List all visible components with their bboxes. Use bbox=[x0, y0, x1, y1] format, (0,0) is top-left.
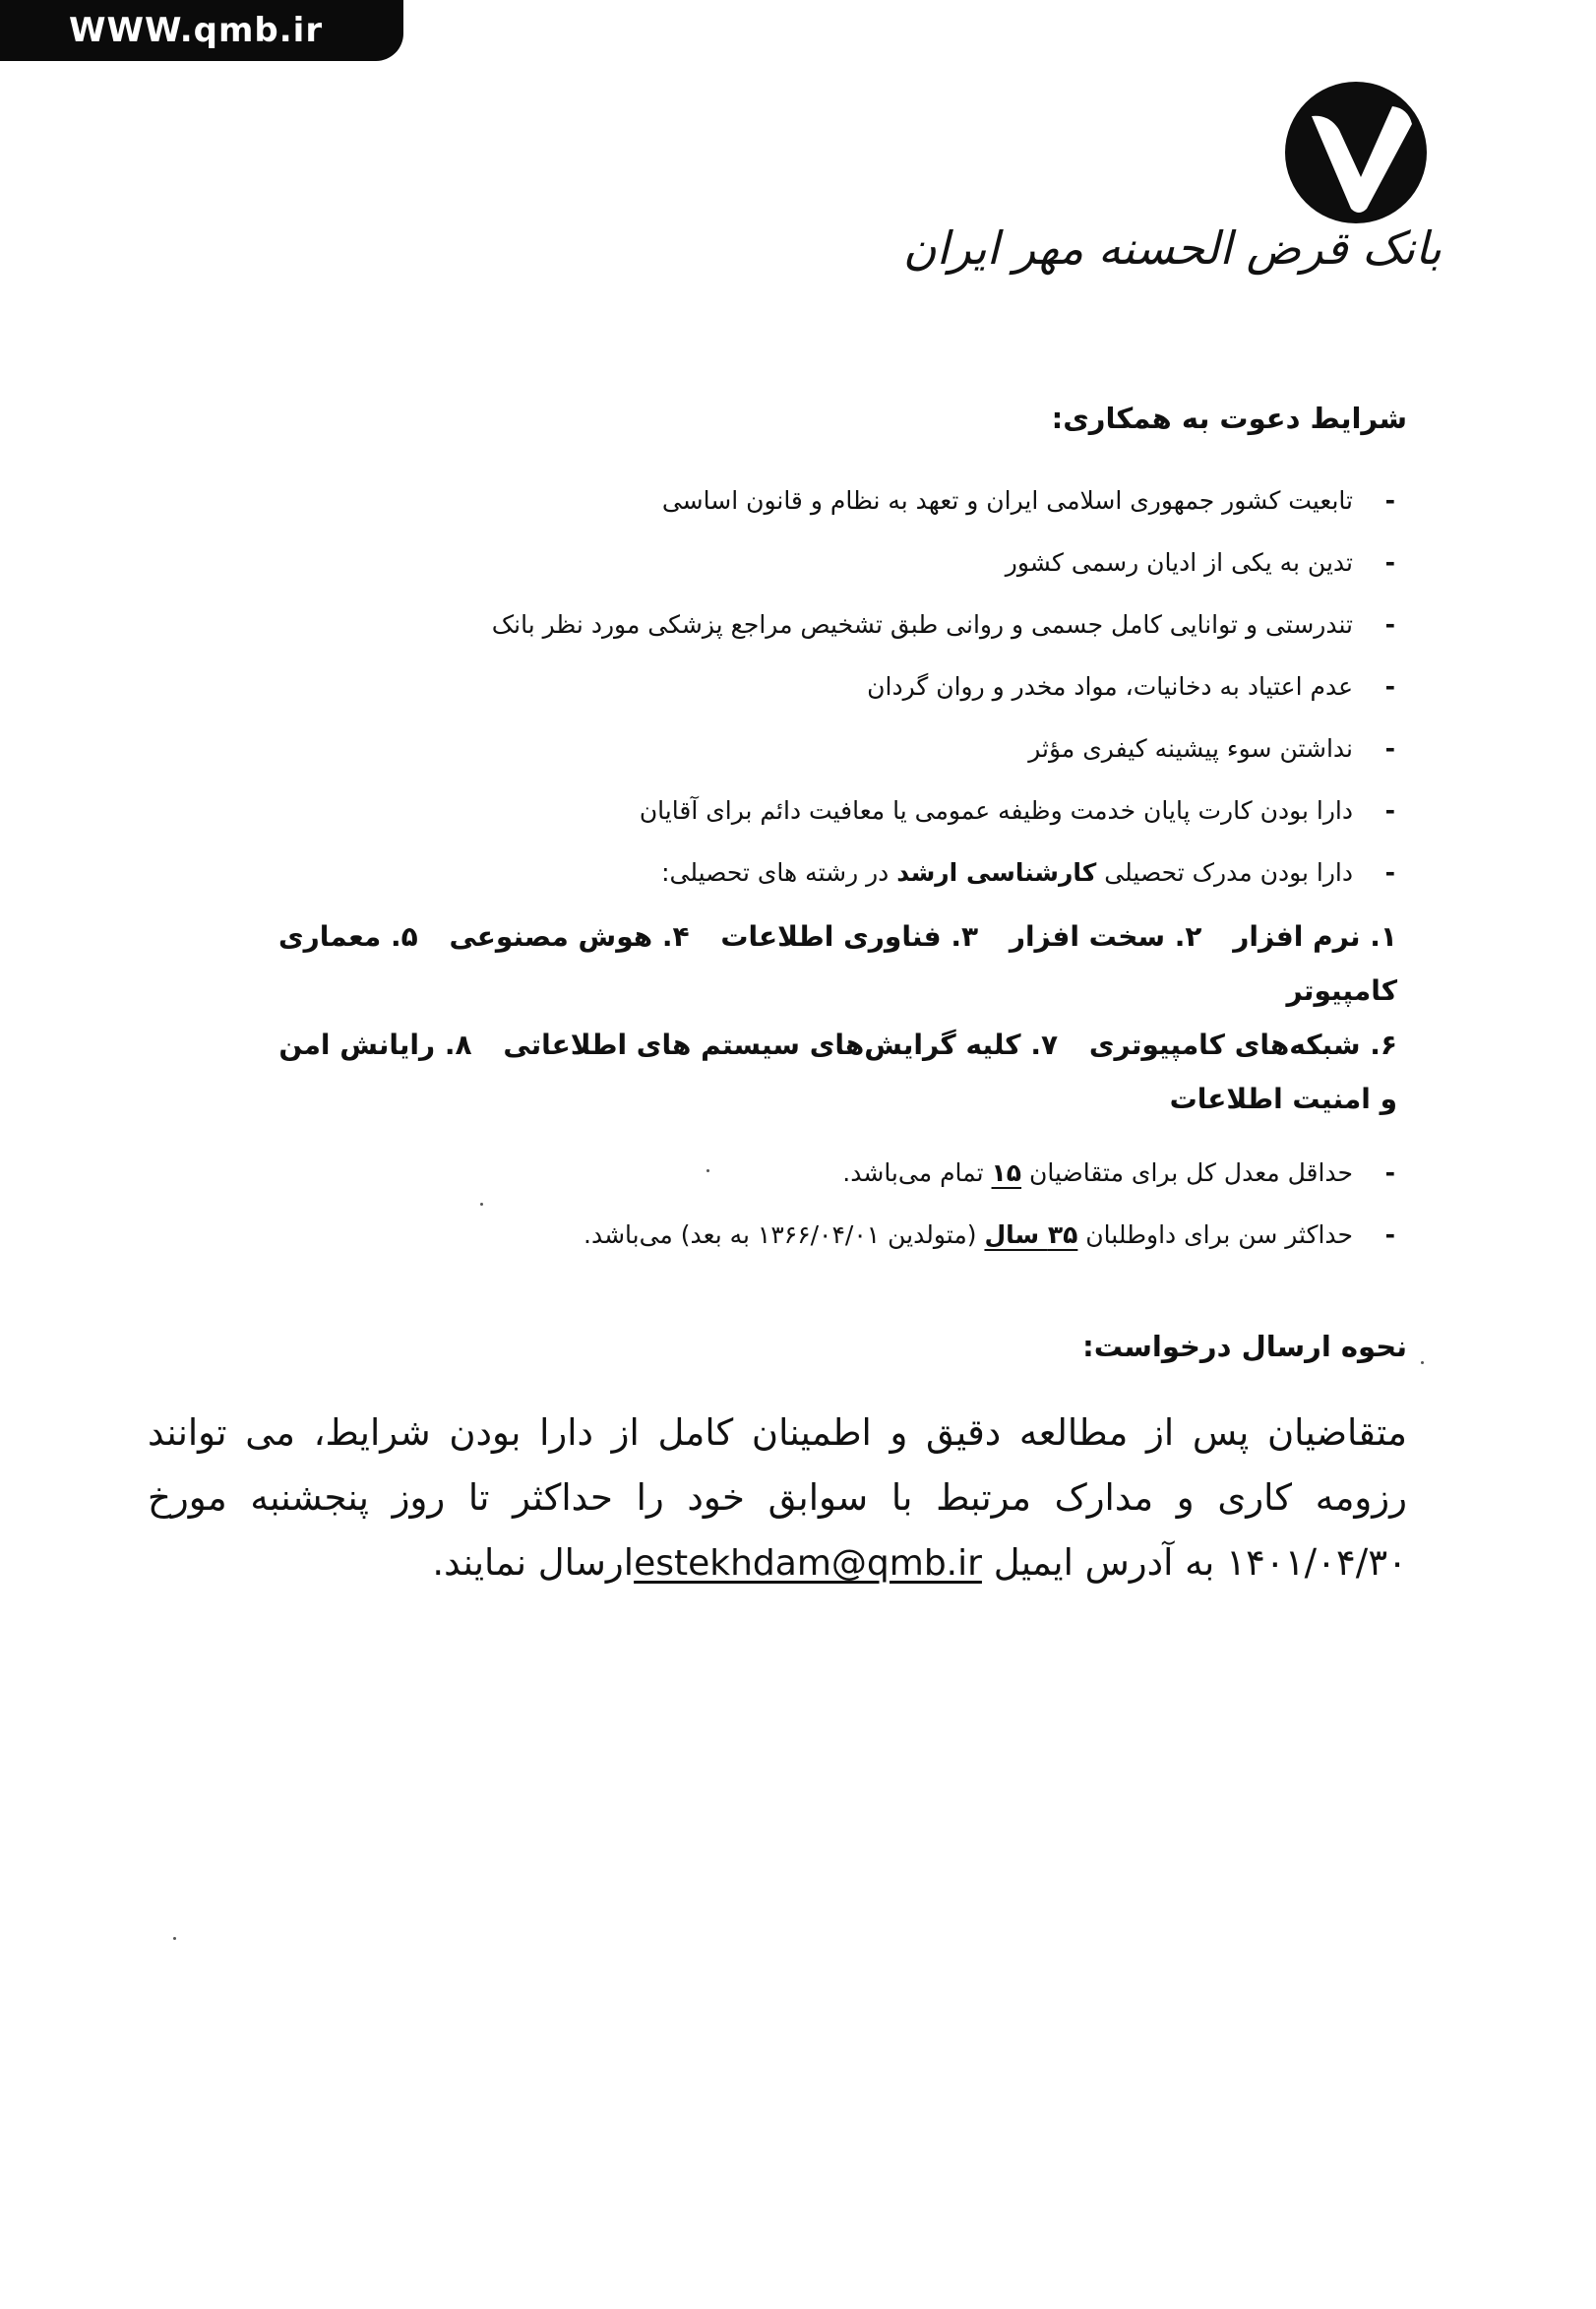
field-item: ۳. فناوری اطلاعات bbox=[720, 920, 979, 953]
conditions-list-extra bbox=[148, 1155, 1407, 1253]
list-item: - دارا بودن کارت پایان خدمت وظیفه عمومی یا معافیت دائم برای آقایان bbox=[639, 796, 1395, 825]
fields-of-study bbox=[276, 909, 1407, 1126]
field-item: ۸. رایانش امن و امنیت اطلاعات bbox=[278, 1029, 1397, 1115]
field-item: ۴. هوش مصنوعی bbox=[449, 920, 690, 953]
field-item: ۶. شبکه‌های کامپیوتری bbox=[1088, 1029, 1397, 1061]
degree-requirement: - دارا بودن مدرک تحصیلی کارشناسی ارشد در رشته های تحصیلی: bbox=[661, 858, 1395, 887]
document-body bbox=[148, 399, 1407, 1596]
age-requirement: - حداکثر سن برای داوطلبان ۳۵ سال (متولدین ۱۳۶۶/۰۴/۰۱ به بعد) می‌باشد. bbox=[583, 1220, 1395, 1249]
field-item: ۷. کلیه گرایش‌های سیستم های اطلاعاتی bbox=[503, 1029, 1059, 1061]
conditions-heading: شرایط دعوت به همکاری: bbox=[1051, 402, 1407, 435]
bank-logo-icon bbox=[1282, 79, 1430, 226]
scan-speck bbox=[173, 1937, 176, 1940]
bank-name-logotype: بانک قرض الحسنه مهر ایران bbox=[902, 221, 1442, 275]
field-item: ۵. معماری کامپیوتر bbox=[278, 920, 1397, 1007]
list-item: - نداشتن سوء پیشینه کیفری مؤثر bbox=[1028, 734, 1395, 763]
application-heading: نحوه ارسال درخواست: bbox=[1082, 1330, 1407, 1363]
conditions-list bbox=[148, 483, 1407, 891]
bank-logo bbox=[902, 71, 1442, 307]
scan-speck bbox=[1421, 1361, 1424, 1364]
scan-speck bbox=[706, 1169, 709, 1172]
gpa-requirement: - حداقل معدل کل برای متقاضیان ۱۵ تمام می‌باشد. bbox=[842, 1158, 1395, 1187]
field-item: ۱. نرم افزار bbox=[1233, 920, 1397, 953]
scan-speck bbox=[480, 1203, 483, 1206]
application-instructions: متقاضیان پس از مطالعه دقیق و اطمینان کامل از دارا بودن شرایط، می توانند رزومه کاری و مدارک مرتبط با سوابق خود را حداکثر تا روز پنجشنبه مورخ ۱۴۰۱/۰۴/۳۰ به آدرس ایمیل estekhdam@qmb.irارسال نمایند. bbox=[148, 1411, 1407, 1584]
field-item: ۲. سخت افزار bbox=[1009, 920, 1202, 953]
list-item: - عدم اعتیاد به دخانیات، مواد مخدر و روان گردان bbox=[867, 672, 1395, 701]
site-url-badge: WWW.qmb.ir bbox=[0, 0, 403, 61]
list-item: - تابعیت کشور جمهوری اسلامی ایران و تعهد به نظام و قانون اساسی bbox=[661, 486, 1395, 515]
list-item: - تندرستی و توانایی کامل جسمی و روانی طبق تشخیص مراجع پزشکی مورد نظر بانک bbox=[491, 610, 1395, 639]
email-link[interactable]: estekhdam@qmb.ir bbox=[634, 1543, 982, 1584]
list-item: - تدین به یکی از ادیان رسمی کشور bbox=[1005, 548, 1395, 577]
